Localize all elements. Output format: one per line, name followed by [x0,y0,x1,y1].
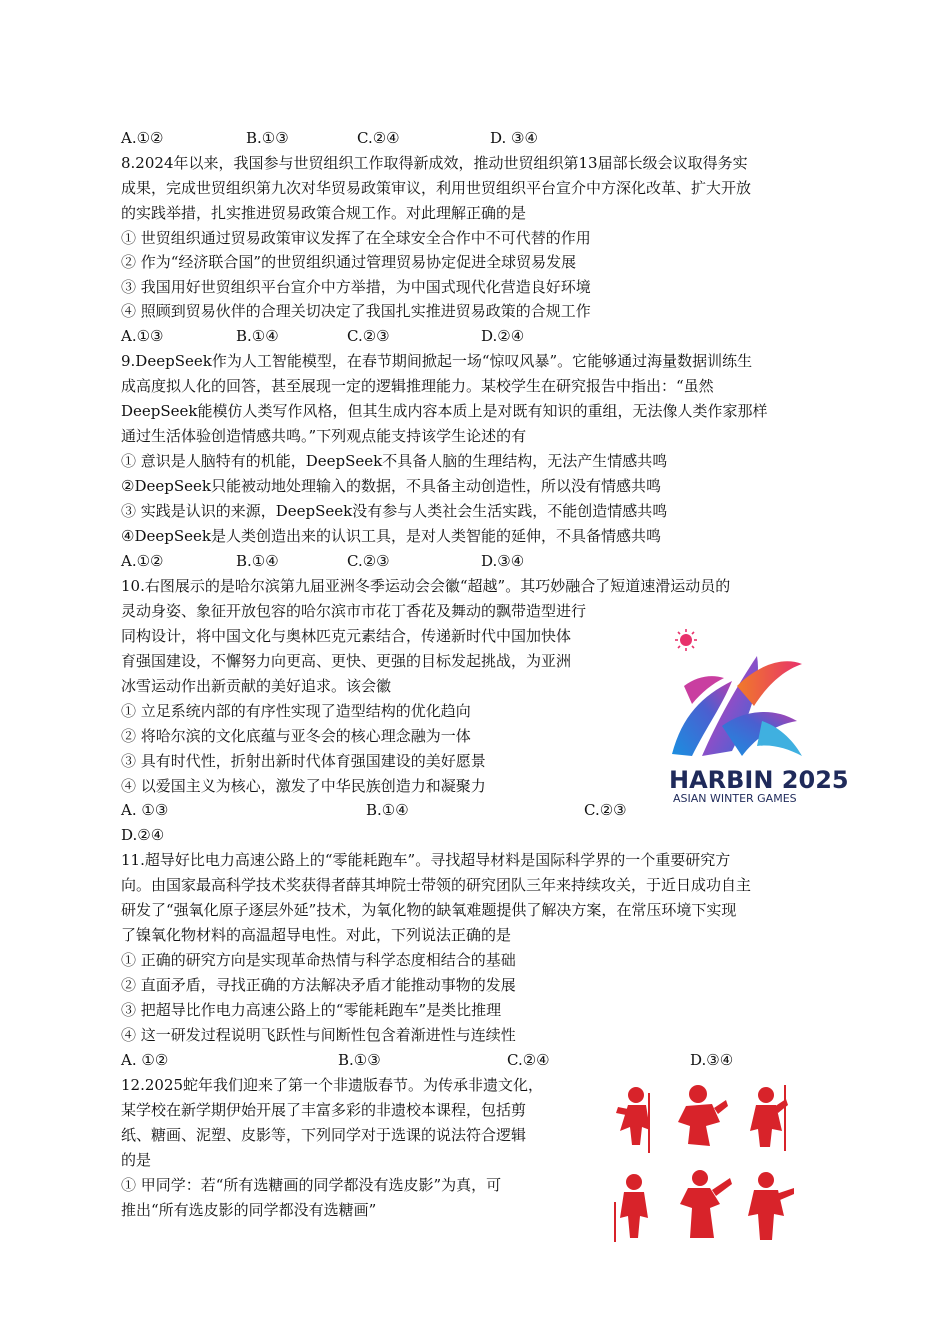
q9-option-c: C.②③ [347,552,390,570]
q8-option-d: D.②④ [481,327,525,345]
q8-option-a: A.①③ [121,327,164,345]
q8-option-b: B.①④ [236,327,279,345]
q11-option-d: D.③④ [690,1051,734,1069]
q12-stem-line: 纸、糖画、泥塑、皮影等，下列同学对于选课的说法符合逻辑 [121,1126,527,1144]
q8-stem-line: 8.2024年以来，我国参与世贸组织工作取得新成效，推动世贸组织第13届部长级会议取得务实 [121,154,748,172]
q9-option-b: B.①④ [236,552,279,570]
q11-item: ③ 把超导比作电力高速公路上的“零能耗跑车”是类比推理 [121,1001,502,1019]
q9-item: ②DeepSeek只能被动地处理输入的数据，不具备主动创造性，所以没有情感共鸣 [121,477,661,495]
logo-title: HARBIN 2025 [669,766,849,794]
q10-item: ① 立足系统内部的有序性实现了造型结构的优化趋向 [121,702,471,720]
q12-item: ① 甲同学：若“所有选糖画的同学都没有选皮影”为真，可 [121,1176,502,1194]
q9-option-a: A.①② [121,552,164,570]
q9-option-d: D.③④ [481,552,525,570]
q10-stem-line: 冰雪运动作出新贡献的美好追求。该会徽 [121,677,392,695]
q11-option-c: C.②④ [507,1051,550,1069]
q8-stem-line: 成果，完成世贸组织第九次对华贸易政策审议，利用世贸组织平台宣介中方深化改革、扩大开放 [121,179,752,197]
q10-stem-line: 育强国建设，不懈努力向更高、更快、更强的目标发起挑战，为亚洲 [121,652,572,670]
q11-option-a: A. ①② [121,1051,169,1069]
q9-stem-line: 成高度拟人化的回答，甚至展现一定的逻辑推理能力。某校学生在研究报告中指出：“虽然 [121,377,714,395]
q11-stem-line: 了镍氧化物材料的高温超导电性。对此，下列说法正确的是 [121,926,512,944]
q7-option-a: A.①② [121,129,164,147]
shadow-puppet-paper-cuts-icon [604,1080,804,1250]
q10-item: ③ 具有时代性，折射出新时代体育强国建设的美好愿景 [121,752,486,770]
q8-item: ④ 照顾到贸易伙伴的合理关切决定了我国扎实推进贸易政策的合规工作 [121,302,591,320]
logo-subtitle: ASIAN WINTER GAMES [673,792,797,805]
q10-option-c: C.②③ [584,801,627,819]
q10-item: ④ 以爱国主义为核心，激发了中华民族创造力和凝聚力 [121,777,486,795]
q12-stem-line: 的是 [121,1151,152,1169]
q8-stem-line: 的实践举措，扎实推进贸易政策合规工作。对此理解正确的是 [121,204,527,222]
q8-item: ② 作为“经济联合国”的世贸组织通过管理贸易协定促进全球贸易发展 [121,253,577,271]
q12-item: 推出“所有选皮影的同学都没有选糖画” [121,1201,377,1219]
q11-item: ② 直面矛盾，寻找正确的方法解决矛盾才能推动事物的发展 [121,976,516,994]
q11-item: ④ 这一研发过程说明飞跃性与间断性包含着渐进性与连续性 [121,1026,516,1044]
q9-item: ④DeepSeek是人类创造出来的认识工具，是对人类智能的延伸，不具备情感共鸣 [121,527,661,545]
q12-stem-line: 某学校在新学期伊始开展了丰富多彩的非遗校本课程，包括剪 [121,1101,527,1119]
q12-stem-line: 12.2025蛇年我们迎来了第一个非遗版春节。为传承非遗文化， [121,1076,544,1094]
q10-option-b: B.①④ [366,801,409,819]
q10-stem-line: 同构设计，将中国文化与奥林匹克元素结合，传递新时代中国加快体 [121,627,572,645]
q11-item: ① 正确的研究方向是实现革命热情与科学态度相结合的基础 [121,951,516,969]
q11-stem-line: 研发了“强氧化原子逐层外延”技术，为氧化物的缺氧难题提供了解决方案，在常压环境下实现 [121,901,737,919]
q8-option-c: C.②③ [347,327,390,345]
q10-option-d: D.②④ [121,826,165,844]
q9-item: ① 意识是人脑特有的机能，DeepSeek不具备人脑的生理结构，无法产生情感共鸣 [121,452,668,470]
q9-stem-line: DeepSeek能模仿人类写作风格，但其生成内容本质上是对既有知识的重组，无法像人类作家那样 [121,402,768,420]
q9-stem-line: 通过生活体验创造情感共鸣。”下列观点能支持该学生论述的有 [121,427,527,445]
q10-option-a: A. ①③ [121,801,169,819]
q9-stem-line: 9.DeepSeek作为人工智能模型，在春节期间掀起一场“惊叹风暴”。它能够通过海量数据训练生 [121,352,753,370]
q11-option-b: B.①③ [338,1051,381,1069]
q7-option-b: B.①③ [246,129,289,147]
q7-option-c: C.②④ [357,129,400,147]
q8-item: ③ 我国用好世贸组织平台宣介中方举措，为中国式现代化营造良好环境 [121,278,591,296]
q7-option-d: D. ③④ [490,129,538,147]
q8-item: ① 世贸组织通过贸易政策审议发挥了在全球安全合作中不可代替的作用 [121,229,591,247]
q11-stem-line: 向。由国家最高科学技术奖获得者薛其坤院士带领的研究团队三年来持续攻关，于近日成功自主 [121,876,752,894]
q9-item: ③ 实践是认识的来源，DeepSeek没有参与人类社会生活实践，不能创造情感共鸣 [121,502,668,520]
q10-stem-line: 灵动身姿、象征开放包容的哈尔滨市市花丁香花及舞动的飘带造型进行 [121,602,587,620]
q10-item: ② 将哈尔滨的文化底蕴与亚冬会的核心理念融为一体 [121,727,471,745]
q10-stem-line: 10.右图展示的是哈尔滨第九届亚洲冬季运动会会徽“超越”。其巧妙融合了短道速滑运动员的 [121,577,731,595]
q11-stem-line: 11.超导好比电力高速公路上的“零能耗跑车”。寻找超导材料是国际科学界的一个重要研究方 [121,851,731,869]
